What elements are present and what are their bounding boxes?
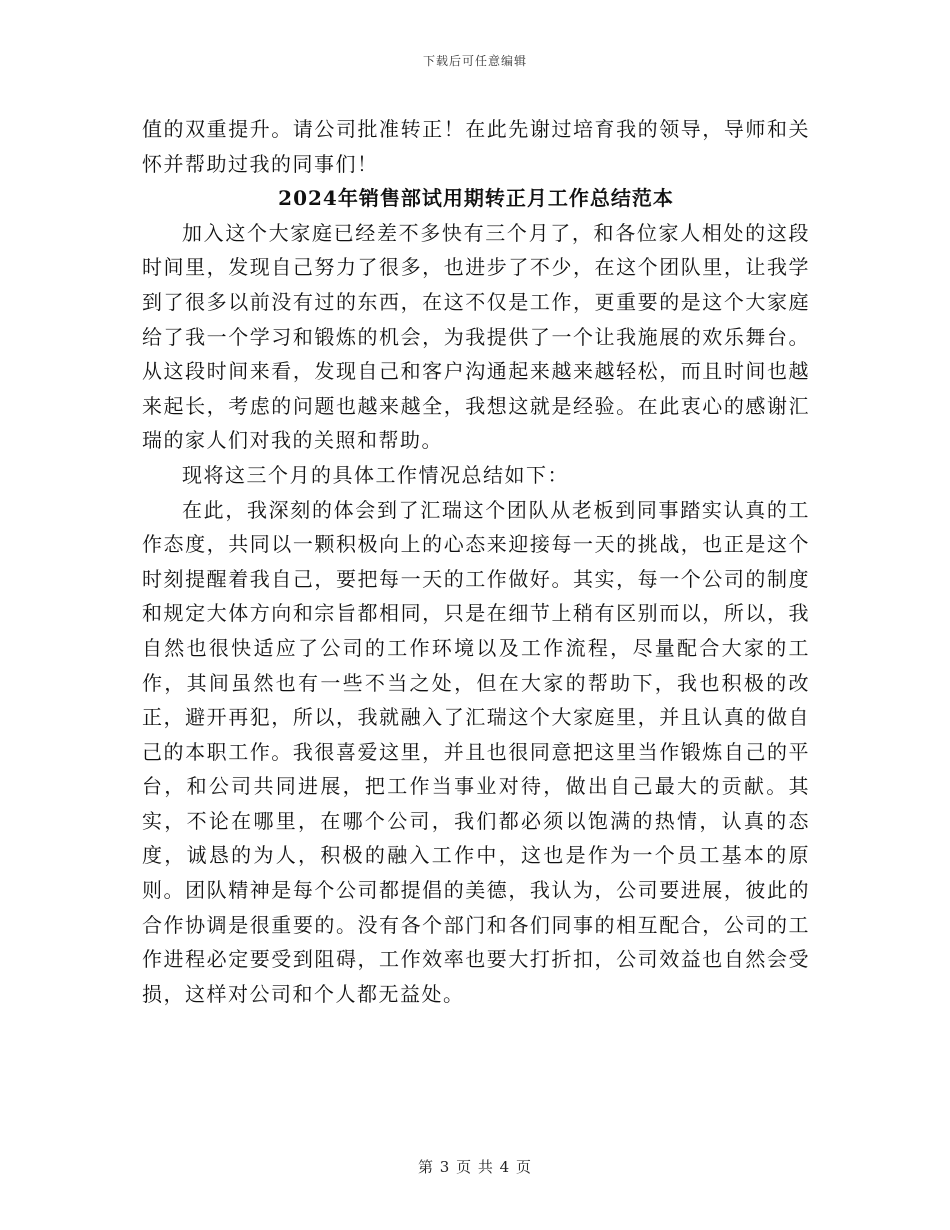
paragraph-intro: 加入这个大家庭已经差不多快有三个月了，和各位家人相处的这段时间里，发现自己努力了很多，也进步了不少，在这个团队里，让我学到了很多以前没有过的东西，在这不仅是工作，更重要的是这个大家庭给了我一个学习和锻炼的机会，为我提供了一个让我施展的欢乐舞台。从这段时间来看，发现自己和客户沟通起来越来越轻松，而且时间也越来起长，考虑的问题也越来越全，我想这就是经验。在此衷心的感谢汇瑞的家人们对我的关照和帮助。 [142,220,810,453]
continued-paragraph: 值的双重提升。请公司批准转正！在此先谢过培育我的领导，导师和关怀并帮助过我的同事们！ [142,117,810,176]
page-number: 第 3 页 共 4 页 [418,1158,532,1176]
paragraph-work-details: 在此，我深刻的体会到了汇瑞这个团队从老板到同事踏实认真的工作态度，共同以一颗积极向上的心态来迎接每一天的挑战，也正是这个时刻提醒着我自己，要把每一天的工作做好。其实，每一个公司的制度和规定大体方向和宗旨都相同，只是在细节上稍有区别而以，所以，我自然也很快适应了公司的工作环境以及工作流程，尽量配合大家的工作，其间虽然也有一些不当之处，但在大家的帮助下，我也积极的改正，避开再犯，所以，我就融入了汇瑞这个大家庭里，并且认真的做自己的本职工作。我很喜爱这里，并且也很同意把这里当作锻炼自己的平台，和公司共同进展，把工作当事业对待，做出自己最大的贡献。其实，不论在哪里，在哪个公司，我们都必须以饱满的热情，认真的态度，诚恳的为人，积极的融入工作中，这也是作为一个员工基本的原则。团队精神是每个公司都提倡的美德，我认为，公司要进展，彼此的合作协调是很重要的。没有各个部门和各们同事的相互配合，公司的工作进程必定要受到阻碍，工作效率也要大打折扣，公司效益也自然会受损，这样对公司和个人都无益处。 [142,497,810,1006]
document-body [142,112,810,1011]
document-title: 2024年销售部试用期转正月工作总结范本 [278,186,674,211]
page-header-note: 下载后可任意编辑 [422,54,527,68]
paragraph-summary-lead: 现将这三个月的具体工作情况总结如下： [182,462,569,487]
